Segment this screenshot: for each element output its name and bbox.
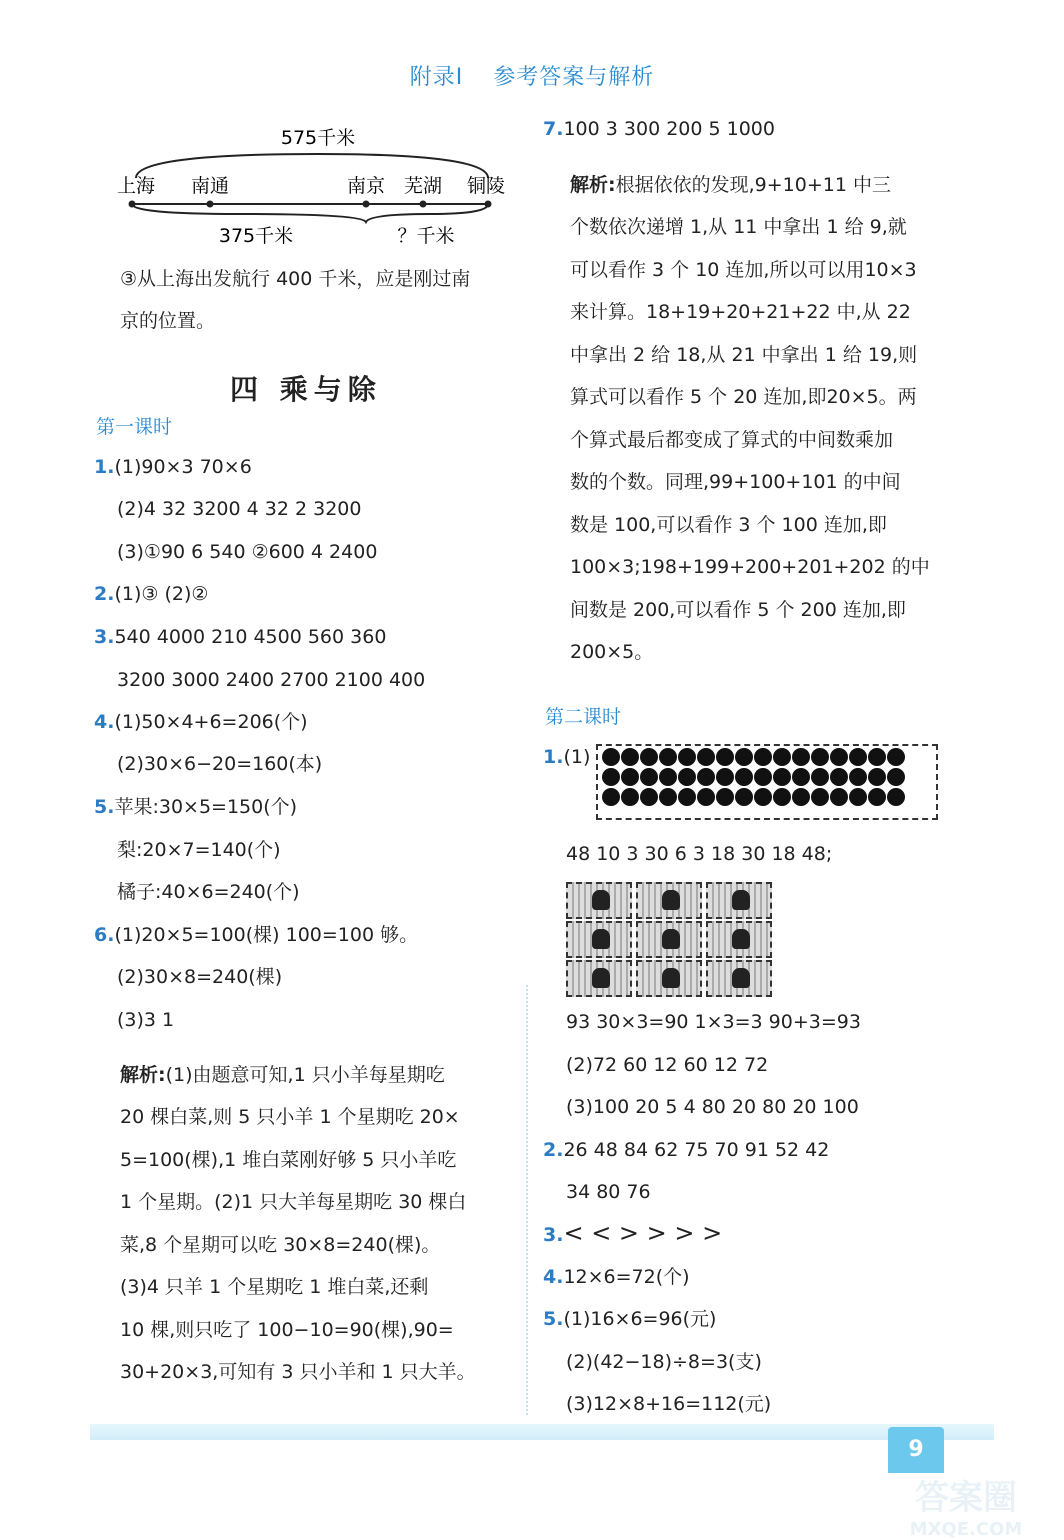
analysis-line: 200×5。: [570, 641, 654, 663]
analysis-line: (3)4 只羊 1 个星期吃 1 堆白菜,还剩: [120, 1276, 429, 1298]
answer-line: [117, 964, 282, 990]
dot: [792, 788, 810, 806]
stamp-image: [566, 960, 632, 997]
dot: [697, 788, 715, 806]
analysis-line: 中拿出 2 给 18,从 21 中拿出 1 给 19,则: [570, 344, 918, 366]
stamp-sheet-figure: [566, 882, 772, 997]
dot: [811, 768, 829, 786]
city-label: 上海: [116, 175, 156, 197]
dot: [849, 748, 867, 766]
dot: [773, 748, 791, 766]
watermark: [886, 1470, 1046, 1540]
dot: [868, 768, 886, 786]
answer-text: (1)50×4+6=206(个): [114, 711, 308, 733]
answer-text: < < > > > >: [563, 1219, 723, 1247]
dot: [659, 748, 677, 766]
dot: [697, 748, 715, 766]
answer-line: (3)12×8+16=112(元): [566, 1393, 772, 1415]
answer-text: (1): [563, 746, 591, 768]
analysis-line: 5=100(棵),1 堆白菜刚好够 5 只小羊吃: [120, 1149, 457, 1171]
answer-line: [543, 1306, 716, 1332]
dot: [754, 768, 772, 786]
dot: [830, 788, 848, 806]
answer-line: (2)72 60 12 60 12 72: [566, 1054, 769, 1076]
answer-number: 6.: [94, 924, 115, 946]
answer-line: [543, 116, 775, 142]
analysis-text: 根据依依的发现,9+10+11 中三: [615, 174, 891, 196]
dot: [773, 768, 791, 786]
answer-text: (1)90×3 70×6: [114, 456, 252, 478]
answer-text: 12×6=72(个): [563, 1266, 690, 1288]
dot: [659, 788, 677, 806]
analysis-line: 来计算。18+19+20+21+22 中,从 22: [570, 301, 911, 323]
dot: [621, 748, 639, 766]
stamp-image: [636, 960, 702, 997]
route-diagram: [110, 118, 510, 253]
dot: [754, 788, 772, 806]
dot: [773, 788, 791, 806]
answer-line: 48 10 3 30 6 3 18 30 18 48;: [566, 843, 833, 865]
watermark-text: 答案圈: [915, 1478, 1017, 1518]
stamp-image: [566, 882, 632, 919]
watermark-url: MXQE.COM: [909, 1519, 1023, 1540]
diagram-bottom-left: 375千米: [218, 225, 294, 247]
answer-line: [117, 667, 425, 693]
answer-line: [543, 744, 590, 770]
answer-line: [94, 581, 208, 607]
answer-line: [117, 751, 322, 777]
header-title: 参考答案与解析: [493, 65, 655, 90]
answer-line: 34 80 76: [566, 1181, 651, 1203]
stamp-image: [706, 960, 772, 997]
answer-text: (2)30×6−20=160(本): [117, 753, 323, 775]
answer-text: 3200 3000 2400 2700 2100 400: [117, 669, 426, 691]
answer-number: 3.: [94, 626, 115, 648]
answer-text: 26 48 84 62 75 70 91 52 42: [563, 1139, 830, 1161]
analysis-line: 间数是 200,可以看作 5 个 200 连加,即: [570, 599, 906, 621]
answer-line: [94, 624, 386, 650]
city-label: 芜湖: [403, 175, 443, 197]
answer-line: [94, 709, 308, 735]
dot: [659, 768, 677, 786]
answer-text: (3)3 1: [117, 1009, 175, 1031]
answer-line: [543, 1137, 829, 1163]
answer-number: 2.: [543, 1139, 564, 1161]
dot: [678, 748, 696, 766]
answer-line: (2)(42−18)÷8=3(支): [566, 1351, 762, 1373]
city-label: 铜陵: [466, 175, 506, 197]
answer-line: [117, 837, 281, 863]
answer-number: 1.: [94, 456, 115, 478]
stamp-image: [706, 882, 772, 919]
dot: [735, 788, 753, 806]
dot-array-figure: [596, 744, 938, 820]
analysis-text: (1)由题意可知,1 只小羊每星期吃: [165, 1064, 445, 1086]
answer-line: [117, 879, 300, 905]
answer-number: 3.: [543, 1224, 564, 1246]
column-divider: [526, 985, 528, 1415]
answer-text: 梨:20×7=140(个): [117, 839, 281, 861]
dot: [602, 788, 620, 806]
note-line: 京的位置。: [120, 310, 216, 332]
route-point: [207, 201, 214, 208]
analysis-line: 30+20×3,可知有 3 只小羊和 1 只大羊。: [120, 1361, 476, 1383]
answer-text: 540 4000 210 4500 560 360: [114, 626, 387, 648]
analysis-line: [120, 1062, 445, 1088]
analysis-line: 100×3;198+199+200+201+202 的中: [570, 556, 930, 578]
analysis-line: 20 棵白菜,则 5 只小羊 1 个星期吃 20×: [120, 1106, 460, 1128]
answer-line: [117, 1007, 174, 1033]
analysis-label: 解析:: [570, 174, 616, 196]
dot: [792, 768, 810, 786]
dot: [621, 788, 639, 806]
dot: [849, 768, 867, 786]
page-number: 9: [888, 1427, 944, 1473]
city-label: 南京: [346, 175, 386, 197]
dot-array: [598, 746, 936, 808]
dot: [868, 788, 886, 806]
dot: [735, 748, 753, 766]
dot: [640, 788, 658, 806]
dot: [830, 768, 848, 786]
section-title: 四 乘与除: [230, 373, 382, 406]
dot: [792, 748, 810, 766]
answer-line: [94, 794, 297, 820]
answer-number: 2.: [94, 583, 115, 605]
bottom-brace: [132, 204, 488, 222]
answer-number: 5.: [543, 1308, 564, 1330]
dot: [678, 788, 696, 806]
dot: [830, 748, 848, 766]
stamp-image: [706, 921, 772, 958]
answer-text: (1)16×6=96(元): [563, 1308, 717, 1330]
analysis-line: 10 棵,则只吃了 100−10=90(棵),90=: [120, 1319, 454, 1341]
dot: [887, 748, 905, 766]
stamp-image: [566, 921, 632, 958]
answer-number: 7.: [543, 118, 564, 140]
answer-line: (3)100 20 5 4 80 20 80 20 100: [566, 1096, 859, 1118]
dot: [887, 788, 905, 806]
answer-line: [94, 454, 252, 480]
dot: [811, 788, 829, 806]
dot: [716, 748, 734, 766]
footer-band: [90, 1424, 994, 1440]
analysis-line: 可以看作 3 个 10 连加,所以可以用10×3: [570, 259, 917, 281]
dot: [640, 768, 658, 786]
page-header: [0, 60, 1064, 91]
analysis-line: 个数依次递增 1,从 11 中拿出 1 给 9,就: [570, 216, 907, 238]
dot: [735, 768, 753, 786]
route-point: [363, 201, 370, 208]
dot: [602, 768, 620, 786]
dot: [716, 768, 734, 786]
route-point: [420, 201, 427, 208]
dot: [868, 748, 886, 766]
city-label: 南通: [190, 175, 230, 197]
answer-line: [117, 496, 361, 522]
answer-line: [117, 539, 377, 565]
analysis-line: 1 个星期。(2)1 只大羊每星期吃 30 棵白: [120, 1191, 467, 1213]
answer-line: [94, 922, 418, 948]
diagram-top-label: 575千米: [280, 127, 356, 149]
answer-text: (3)①90 6 540 ②600 4 2400: [117, 541, 378, 563]
answer-text: 苹果:30×5=150(个): [114, 796, 298, 818]
diagram-bottom-right: ？千米: [397, 225, 455, 247]
dot: [754, 748, 772, 766]
lesson-title: 第一课时: [96, 416, 173, 438]
answer-text: (1)20×5=100(棵) 100=100 够。: [114, 924, 419, 946]
analysis-line: 数的个数。同理,99+100+101 的中间: [570, 471, 901, 493]
note-line: ③从上海出发航行 400 千米，应是刚过南: [120, 268, 471, 290]
stamp-image: [636, 921, 702, 958]
answer-number: 1.: [543, 746, 564, 768]
dot: [849, 788, 867, 806]
answer-number: 4.: [543, 1266, 564, 1288]
analysis-line: [570, 172, 891, 198]
analysis-line: 算式可以看作 5 个 20 连加,即20×5。两: [570, 386, 917, 408]
dot: [602, 748, 620, 766]
answer-line: [543, 1220, 722, 1248]
answer-text: (2)4 32 3200 4 32 2 3200: [117, 498, 362, 520]
dot: [887, 768, 905, 786]
answer-line: [543, 1264, 690, 1290]
lesson-title: 第二课时: [545, 706, 622, 728]
answer-text: 橘子:40×6=240(个): [117, 881, 300, 903]
answer-number: 5.: [94, 796, 115, 818]
header-appendix: 附录Ⅰ: [409, 65, 464, 90]
answer-number: 4.: [94, 711, 115, 733]
analysis-line: 数是 100,可以看作 3 个 100 连加,即: [570, 514, 887, 536]
analysis-line: 个算式最后都变成了算式的中间数乘加: [570, 429, 894, 451]
dot: [697, 768, 715, 786]
dot: [716, 788, 734, 806]
dot: [621, 768, 639, 786]
analysis-label: 解析:: [120, 1064, 166, 1086]
answer-text: 100 3 300 200 5 1000: [563, 118, 775, 140]
answer-line: 93 30×3=90 1×3=3 90+3=93: [566, 1011, 861, 1033]
dot: [811, 748, 829, 766]
analysis-line: 菜,8 个星期可以吃 30×8=240(棵)。: [120, 1234, 441, 1256]
answer-text: (2)30×8=240(棵): [117, 966, 283, 988]
answer-text: (1)③ (2)②: [114, 583, 209, 605]
dot: [678, 768, 696, 786]
stamp-image: [636, 882, 702, 919]
dot: [640, 748, 658, 766]
